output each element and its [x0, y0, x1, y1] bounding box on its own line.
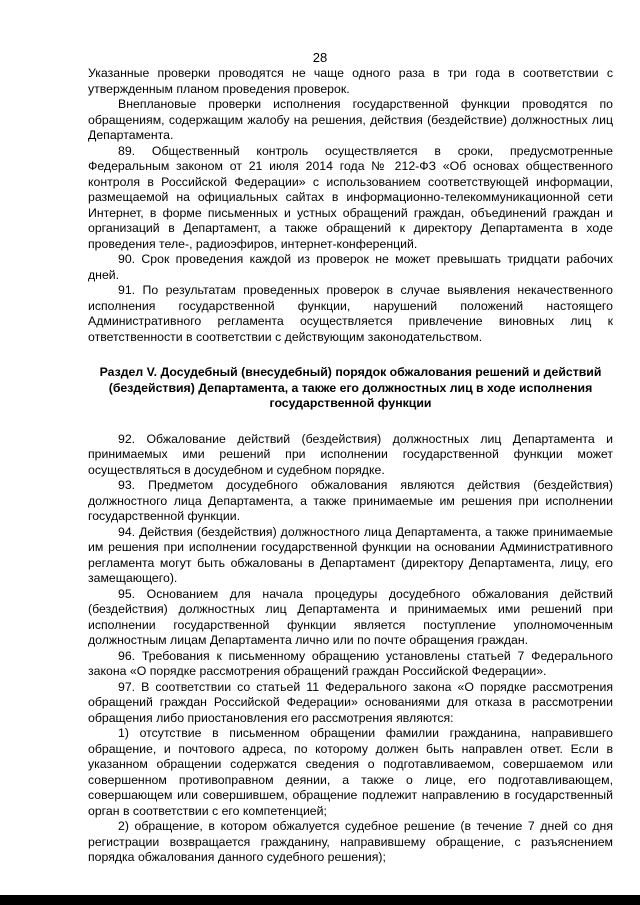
paragraphs-before-section — [88, 66, 613, 345]
paragraph: 91. По результатам проведенных проверок в случае выявления некачественного исполнения государственной функции, нарушений положений настоящего Административного регламента осуществляется привлечение виновных лиц к ответственности в соответствии с действующим законодательством. — [88, 283, 613, 344]
section-heading: Раздел V. Досудебный (внесудебный) порядок обжалования решений и действий (бездействия) Департамента, а также его должностных лиц в ходе исполнения государственной функции — [99, 365, 602, 410]
paragraph: 92. Обжалование действий (бездействия) должностных лиц Департамента и принимаемых ими решений при исполнении государственной функции может осуществляться в досудебном и судебном порядке. — [88, 431, 613, 477]
document-body — [88, 66, 613, 866]
paragraph: Указанные проверки проводятся не чаще одного раза в три года в соответствии с утвержденным планом проведения проверок. — [88, 66, 613, 96]
paragraph: 95. Основанием для начала процедуры досудебного обжалования действий (бездействия) должностных лиц Департамента и принимаемых ими решений при исполнении государственной функции является поступление уполномоченным должностным лицам Департамента лично или по почте обращения граждан. — [88, 586, 613, 647]
paragraph: 97. В соответствии со статьей 11 Федерального закона «О порядке рассмотрения обращений граждан Российской Федерации» основаниями для отказа в рассмотрении обращения либо приостановления его рассмотрения являются: — [88, 679, 613, 725]
page-number: 28 — [312, 50, 328, 65]
paragraph: 93. Предметом досудебного обжалования являются действия (бездействия) должностного лица Департамента, а также принимаемые им решения при исполнении государственной функции. — [88, 478, 613, 523]
paragraph: 94. Действия (бездействия) должностного лица Департамента, а также принимаемые им решения при исполнении государственной функции на основании Административного регламента могут быть обжалованы в Департамент (директору Департамента, лицу, его замещающего). — [88, 524, 613, 585]
paragraph: 1) отсутствие в письменном обращении фамилии гражданина, направившего обращение, и почтового адреса, по которому должен быть направлен ответ. Если в указанном обращении содержатся сведения о подготавливаемом, совершаемом или совершенном противоправном деянии, а также о лице, его подготавливающем, совершающем или совершившем, обращение подлежит направлению в государственный орган в соответствии с его компетенцией; — [88, 726, 613, 818]
paragraph: Внеплановые проверки исполнения государственной функции проводятся по обращениям, содержащим жалобу на решения, действия (бездействие) должностных лиц Департамента. — [88, 97, 613, 142]
paragraphs-after-section — [88, 432, 613, 866]
paragraph: 90. Срок проведения каждой из проверок не может превышать тридцати рабочих дней. — [88, 252, 613, 282]
paragraph: 89. Общественный контроль осуществляется в сроки, предусмотренные Федеральным законом от 21 июля 2014 года № 212-ФЗ «Об основах общественного контроля в Российской Федерации» с использованием соответствующей информации, размещаемой на официальных сайтах в информационно-телекоммуникационной сети Интернет, в форме письменных и устных обращений граждан, объединений граждан и организаций в Департамент, а также обращений к директору Департамента в ходе проведения теле-, радиоэфиров, интернет-конференций. — [88, 143, 613, 251]
paragraph: 96. Требования к письменному обращению установлены статьей 7 Федерального закона «О порядке рассмотрения обращений граждан Российской Федерации». — [88, 648, 613, 678]
scan-edge-bar — [0, 895, 640, 905]
paragraph: 2) обращение, в котором обжалуется судебное решение (в течение 7 дней со дня регистрации возвращается гражданину, направившему обращение, с разъяснением порядка обжалования данного судебного решения); — [88, 819, 613, 864]
